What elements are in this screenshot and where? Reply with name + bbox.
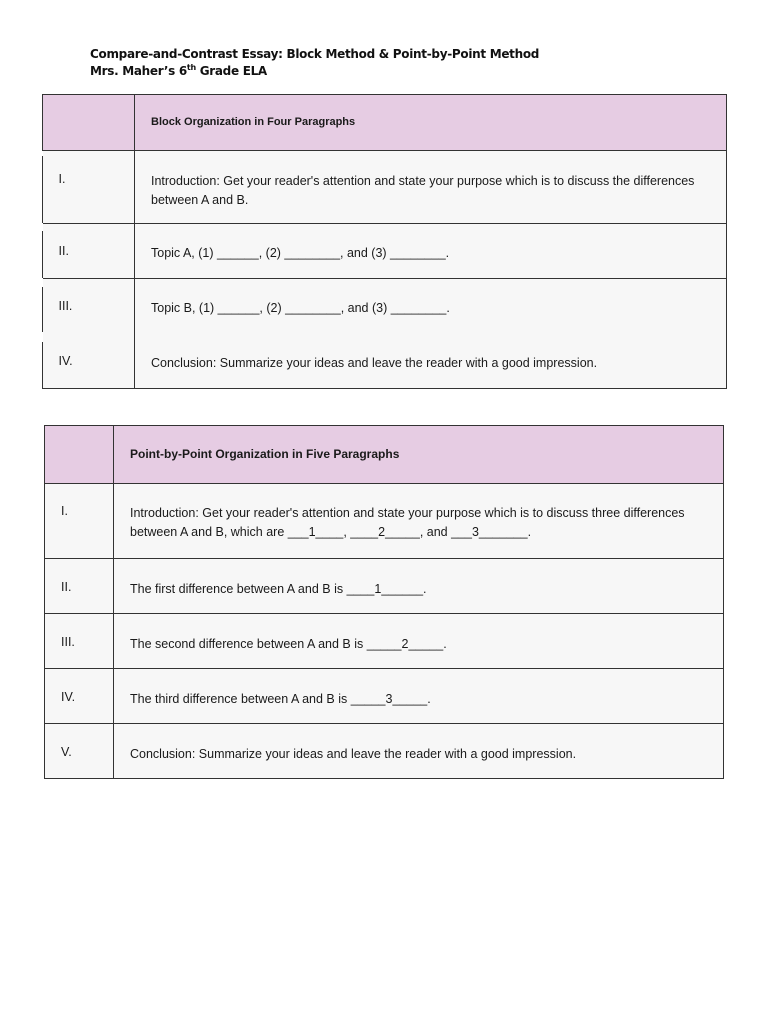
table-row <box>45 614 724 669</box>
row-number: III. <box>43 279 135 334</box>
table-header-row <box>43 95 727 151</box>
row-number: IV. <box>45 669 114 724</box>
table-row <box>43 279 727 334</box>
header-number-cell <box>43 95 135 151</box>
table-row <box>45 484 724 559</box>
point-by-point-organization-table <box>44 425 724 779</box>
row-text: Introduction: Get your reader's attention and state your purpose which is to discuss the differences between A and B. <box>135 151 727 224</box>
row-number: I. <box>45 484 114 559</box>
row-text: The third difference between A and B is _____3_____. <box>114 669 724 724</box>
table-title: Block Organization in Four Paragraphs <box>135 95 727 151</box>
header-number-cell <box>45 426 114 484</box>
row-number: III. <box>45 614 114 669</box>
table-row <box>45 559 724 614</box>
table-border-mark <box>42 231 43 278</box>
subtitle-text-end: Grade ELA <box>195 64 267 78</box>
row-number: IV. <box>43 334 135 389</box>
table-row <box>43 151 727 224</box>
row-text: Conclusion: Summarize your ideas and leave the reader with a good impression. <box>135 334 727 389</box>
row-text: Topic B, (1) ______, (2) ________, and (3) ________. <box>135 279 727 334</box>
document-title: Compare-and-Contrast Essay: Block Method & Point-by-Point Method <box>90 47 540 61</box>
table-border-mark <box>42 342 43 389</box>
row-text: Topic A, (1) ______, (2) ________, and (3) ________. <box>135 224 727 279</box>
row-text: The second difference between A and B is _____2_____. <box>114 614 724 669</box>
subtitle-superscript: th <box>186 63 196 72</box>
table-row <box>43 334 727 389</box>
document-subtitle <box>90 63 539 80</box>
row-text: Introduction: Get your reader's attention and state your purpose which is to discuss three differences between A and B, which are ___1____, ____2_____, and ___3_______. <box>114 484 724 559</box>
table-row <box>45 724 724 779</box>
row-number: II. <box>45 559 114 614</box>
table-row <box>43 224 727 279</box>
document-header <box>90 46 539 80</box>
subtitle-text: Mrs. Maher’s 6 <box>90 64 187 78</box>
row-text: Conclusion: Summarize your ideas and leave the reader with a good impression. <box>114 724 724 779</box>
row-number: V. <box>45 724 114 779</box>
block-organization-table <box>42 94 727 389</box>
row-text: The first difference between A and B is ____1______. <box>114 559 724 614</box>
table-title: Point-by-Point Organization in Five Paragraphs <box>114 426 724 484</box>
table-row <box>45 669 724 724</box>
table-header-row <box>45 426 724 484</box>
table-border-mark <box>42 156 43 223</box>
table-border-mark <box>42 287 43 332</box>
row-number: II. <box>43 224 135 279</box>
row-number: I. <box>43 151 135 224</box>
